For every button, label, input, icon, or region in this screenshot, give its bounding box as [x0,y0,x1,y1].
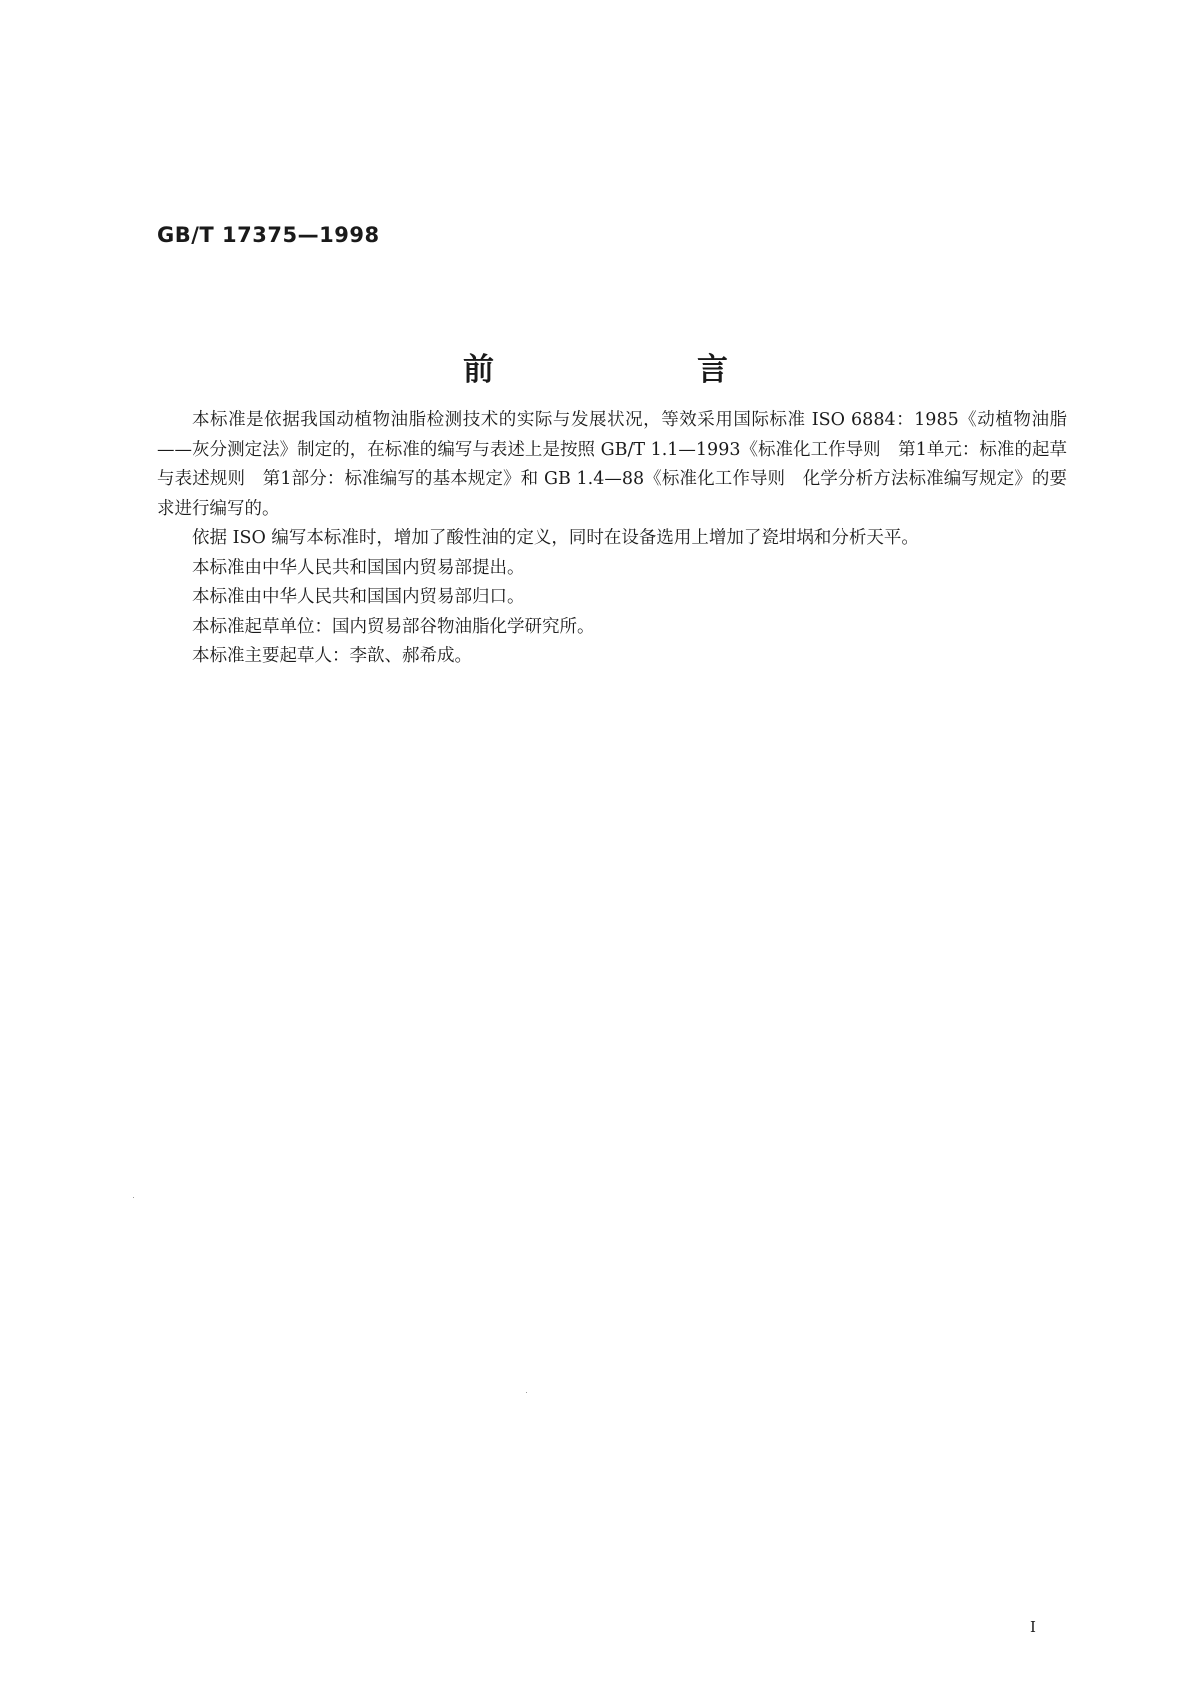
scan-speck [526,1392,527,1393]
page-title: 前 言 [463,352,814,388]
paragraph-additions: 依据 ISO 编写本标准时，增加了酸性油的定义，同时在设备选用上增加了瓷坩埚和分析天平。 [192,528,919,548]
foreword-body [157,406,1067,672]
paragraph-administered-by: 本标准由中华人民共和国国内贸易部归口。 [192,587,525,607]
scan-speck [133,1197,134,1198]
paragraph-adoption: 本标准是依据我国动植物油脂检测技术的实际与发展状况，等效采用国际标准 ISO 6884：1985《动植物油脂——灰分测定法》制定的，在标准的编写与表述上是按照 GB/T 1.1—1993《标准化工作导则 第1单元：标准的起草与表述规则 第1部分：标准编写的基本规定》和 GB 1.4—88《标准化工作导则 化学分析方法标准编写规定》的要求进行编写的。 [157,410,1067,519]
standard-code: GB/T 17375—1998 [157,223,380,247]
paragraph-drafting-unit: 本标准起草单位：国内贸易部谷物油脂化学研究所。 [192,616,595,637]
page-number: I [1030,1618,1036,1636]
paragraph-proposed-by: 本标准由中华人民共和国国内贸易部提出。 [192,557,525,578]
paragraph-drafters: 本标准主要起草人：李歆、郝希成。 [192,646,472,666]
